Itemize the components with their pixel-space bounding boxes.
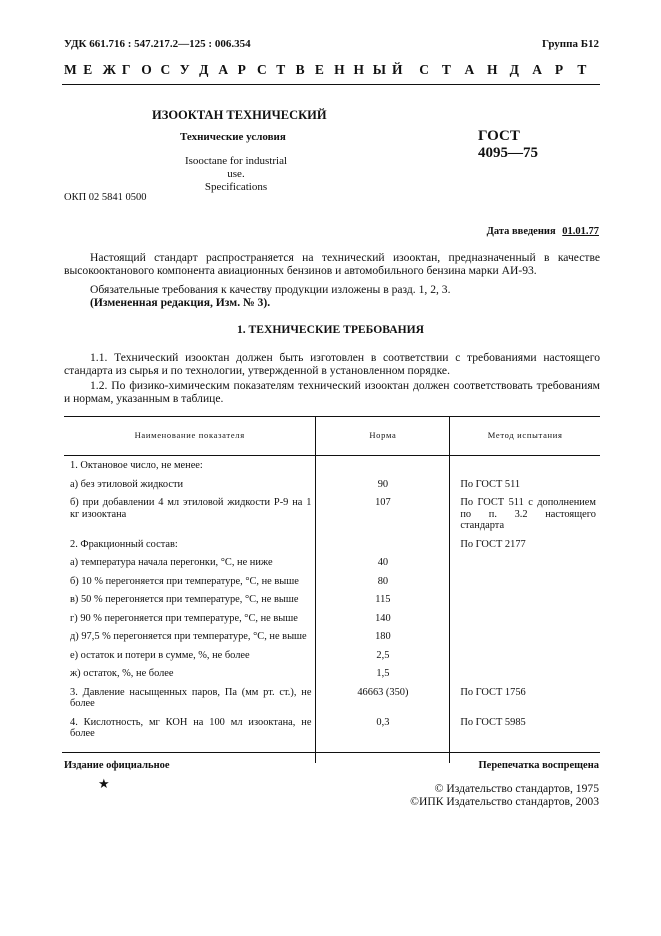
banner-letter: А bbox=[218, 62, 229, 77]
banner-letter: Г bbox=[121, 62, 131, 77]
footer-rule bbox=[62, 752, 600, 753]
gost-label: ГОСТ bbox=[478, 128, 520, 144]
banner-letter: А bbox=[464, 62, 475, 77]
table-row bbox=[64, 572, 600, 591]
indicator-cell: 1. Октановое число, не менее: bbox=[70, 460, 203, 471]
banner-letter: Е bbox=[83, 62, 93, 77]
banner-letter: Р bbox=[554, 62, 564, 77]
document-title: ИЗООКТАН ТЕХНИЧЕСКИЙ bbox=[152, 108, 327, 122]
header-norm: Норма bbox=[316, 417, 450, 456]
copyright-line1: © Издательство стандартов, 1975 bbox=[434, 782, 599, 795]
banner-letter: Р bbox=[237, 62, 246, 77]
method-cell bbox=[450, 553, 600, 572]
indicator-cell: ж) остаток, %, не более bbox=[70, 668, 174, 679]
table-body bbox=[64, 456, 600, 763]
banner-letter: Ж bbox=[102, 62, 116, 77]
method-cell bbox=[450, 609, 600, 628]
norm-cell: 80 bbox=[316, 572, 450, 591]
requirements-note: Обязательные требования к качеству продукции изложены в разд. 1, 2, 3. bbox=[90, 283, 451, 296]
norm-cell: 46663 (350) bbox=[316, 683, 450, 713]
method-cell: По ГОСТ 1756 bbox=[460, 686, 526, 698]
banner-letter: Д bbox=[199, 62, 209, 77]
gost-designation bbox=[478, 128, 538, 162]
indicator-cell: д) 97,5 % перегоняется при температуре, °С, не выше bbox=[70, 631, 307, 642]
norm-cell: 2,5 bbox=[316, 646, 450, 665]
interstate-standard-banner bbox=[64, 62, 600, 78]
table-row bbox=[64, 713, 600, 743]
norm-cell: 0,3 bbox=[316, 713, 450, 743]
reprint-prohibited: Перепечатка воспрещена bbox=[478, 760, 599, 771]
table-header-row bbox=[64, 417, 600, 456]
banner-letter: А bbox=[532, 62, 542, 77]
indicator-cell: 4. Кислотность, мг КОН на 100 мл изооктана, не более bbox=[70, 716, 312, 739]
norm-cell: 1,5 bbox=[316, 664, 450, 683]
banner-letter: Т bbox=[441, 62, 451, 77]
english-title-line1: Isooctane for industrial use. bbox=[184, 155, 288, 180]
header-rule bbox=[62, 84, 600, 85]
banner-letter: С bbox=[256, 62, 267, 77]
udk-code: УДК 661.716 : 547.217.2—125 : 006.354 bbox=[64, 38, 251, 50]
english-title bbox=[176, 155, 296, 194]
table-row bbox=[64, 664, 600, 683]
norm-cell: 180 bbox=[316, 627, 450, 646]
banner-letter: Е bbox=[314, 62, 324, 77]
method-cell: По ГОСТ 5985 bbox=[460, 716, 526, 728]
banner-letter: Й bbox=[392, 62, 403, 77]
method-cell bbox=[450, 456, 600, 475]
banner-letter: Н bbox=[334, 62, 345, 77]
banner-letter: О bbox=[141, 62, 152, 77]
table-row bbox=[64, 646, 600, 665]
banner-letter: Т bbox=[276, 62, 286, 77]
norm-cell: 140 bbox=[316, 609, 450, 628]
method-cell bbox=[450, 627, 600, 646]
table-row bbox=[64, 475, 600, 494]
table-row bbox=[64, 553, 600, 572]
table-row bbox=[64, 609, 600, 628]
method-cell: По ГОСТ 2177 bbox=[460, 538, 526, 550]
indicator-cell: в) 50 % перегоняется при температуре, °С, не выше bbox=[70, 594, 299, 605]
method-cell bbox=[450, 572, 600, 591]
indicator-cell: е) остаток и потери в сумме, %, не более bbox=[70, 649, 250, 661]
introduction-date bbox=[487, 226, 599, 237]
method-cell bbox=[450, 590, 600, 609]
norm-cell: 115 bbox=[316, 590, 450, 609]
table-row bbox=[64, 683, 600, 713]
banner-letter: С bbox=[419, 62, 429, 77]
norm-cell: 90 bbox=[316, 475, 450, 494]
date-value: 01.01.77 bbox=[562, 226, 599, 237]
amendment-note: (Измененная редакция, Изм. № 3). bbox=[90, 296, 271, 309]
method-cell: По ГОСТ 511 с дополнением по п. 3.2 настоящего стандарта bbox=[460, 497, 596, 531]
document-subtitle: Технические условия bbox=[180, 131, 286, 143]
banner-letter: В bbox=[295, 62, 305, 77]
table-row bbox=[64, 590, 600, 609]
banner-letter: Ы bbox=[372, 62, 387, 77]
indicator-cell: а) температура начала перегонки, °С, не ниже bbox=[70, 557, 273, 568]
banner-word-standart bbox=[419, 62, 600, 78]
banner-letter: М bbox=[64, 62, 77, 77]
english-title-line2: Specifications bbox=[204, 181, 268, 193]
indicator-cell: а) без этиловой жидкости bbox=[70, 478, 184, 490]
section-title: 1. ТЕХНИЧЕСКИЕ ТРЕБОВАНИЯ bbox=[236, 323, 425, 336]
table-row bbox=[64, 627, 600, 646]
indicator-cell: б) 10 % перегоняется при температуре, °С, не выше bbox=[70, 575, 299, 587]
method-cell bbox=[450, 646, 600, 665]
method-cell bbox=[450, 664, 600, 683]
norm-cell bbox=[316, 456, 450, 475]
table-row bbox=[64, 493, 600, 535]
clause-1-1: 1.1. Технический изооктан должен быть изготовлен в соответствии с требованиями настоящего стандарта из сырья и по технологии, утвержденной в установленном порядке. bbox=[64, 351, 600, 377]
banner-letter: С bbox=[160, 62, 171, 77]
indicator-cell: б) при добавлении 4 мл этиловой жидкости Р-9 на 1 кг изооктана bbox=[70, 497, 312, 520]
gost-number: 4095—75 bbox=[478, 145, 538, 161]
norm-cell bbox=[316, 535, 450, 554]
indicator-cell: 2. Фракционный состав: bbox=[70, 538, 178, 550]
header-method: Метод испытания bbox=[450, 417, 600, 456]
copyright-block bbox=[410, 782, 599, 808]
banner-letter: Н bbox=[487, 62, 498, 77]
banner-letter: Т bbox=[577, 62, 587, 77]
intro-paragraph: Настоящий стандарт распространяется на технический изооктан, предназначенный в качестве высокооктанового компонента авиационных бензинов и автомобильного бензина марки АИ-93. bbox=[64, 251, 600, 277]
norm-cell: 40 bbox=[316, 553, 450, 572]
table-row bbox=[64, 535, 600, 554]
header-indicator: Наименование показателя bbox=[64, 417, 316, 456]
copyright-line2: ©ИПК Издательство стандартов, 2003 bbox=[410, 795, 599, 808]
okp-code: ОКП 02 5841 0500 bbox=[64, 192, 147, 203]
indicator-cell: 3. Давление насыщенных паров, Па (мм рт. ст.), не более bbox=[70, 686, 312, 709]
banner-letter: Н bbox=[353, 62, 364, 77]
indicator-cell: г) 90 % перегоняется при температуре, °С, не выше bbox=[70, 612, 298, 624]
banner-word-mezhgosudarstvennyi bbox=[64, 62, 411, 78]
method-cell: По ГОСТ 511 bbox=[460, 478, 521, 490]
requirements-table bbox=[64, 416, 600, 763]
clause-1-2: 1.2. По физико-химическим показателям технический изооктан должен соответствовать требованиям и нормам, указанным в таблице. bbox=[64, 379, 600, 405]
table-row bbox=[64, 456, 600, 475]
official-edition: Издание официальное bbox=[64, 760, 170, 771]
norm-cell: 107 bbox=[316, 493, 450, 535]
banner-letter: У bbox=[179, 62, 190, 77]
date-label: Дата введения bbox=[486, 226, 556, 237]
banner-letter: Д bbox=[509, 62, 519, 77]
star-icon: ★ bbox=[98, 776, 110, 791]
group-code: Группа Б12 bbox=[542, 38, 599, 50]
